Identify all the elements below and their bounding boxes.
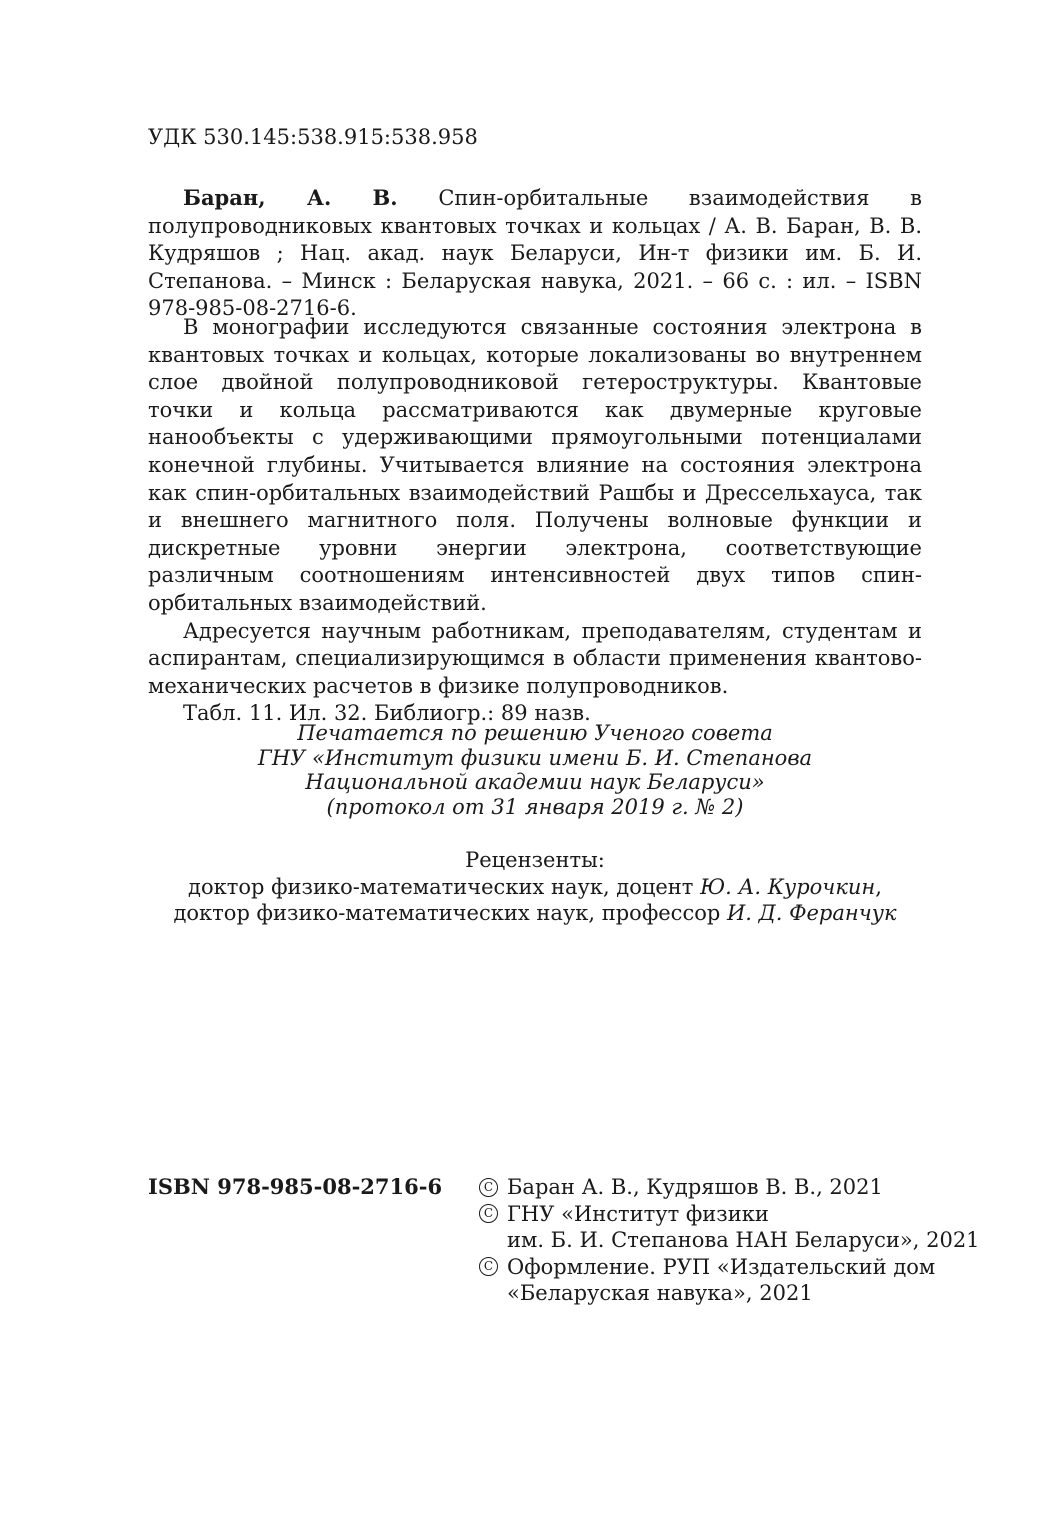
copyright-text: им. Б. И. Степанова НАН Беларуси», 2021 <box>507 1228 980 1252</box>
copyright-entry <box>479 1254 936 1307</box>
copyright-block <box>479 1174 980 1307</box>
copyright-icon: C <box>479 1201 507 1228</box>
copyright-icon: C <box>479 1174 507 1201</box>
approval-line: ГНУ «Институт физики имени Б. И. Степанова <box>257 745 813 770</box>
approval-line: Печатается по решению Ученого совета <box>297 721 773 745</box>
copyright-entry <box>479 1201 980 1254</box>
imprint-page <box>148 0 980 1530</box>
stats-paragraph: Табл. 11. Ил. 32. Библиогр.: 89 назв. <box>183 701 591 726</box>
bibliographic-record <box>148 184 922 323</box>
copyright-icon: C <box>479 1254 507 1281</box>
reviewer-punct: , <box>875 874 882 899</box>
abstract <box>148 314 922 728</box>
copyright-text: Баран А. В., Кудряшов В. В., 2021 <box>507 1175 883 1199</box>
reviewer-name: Ю. А. Курочкин <box>700 874 876 899</box>
copyright-text: Оформление. РУП «Издательский дом <box>507 1254 936 1279</box>
publication-approval <box>148 721 922 819</box>
approval-line: Национальной академии наук Беларуси» <box>305 770 765 794</box>
copyright-text: «Беларуская навука», 2021 <box>507 1281 813 1305</box>
audience-paragraph: Адресуется научным работникам, преподавателям, студентам и аспирантам, специализирующимся в области применения квантово-механических расчетов в физике полупроводников. <box>148 618 922 698</box>
udk-code: УДК 530.145:538.915:538.958 <box>148 125 478 149</box>
reviewer-degree: доктор физико-математических наук, доцент <box>188 874 701 899</box>
isbn: ISBN 978-985-08-2716-6 <box>148 1174 443 1199</box>
biblio-author: Баран, А. В. <box>183 185 398 210</box>
reviewers <box>148 847 922 927</box>
reviewer-line <box>148 900 922 927</box>
reviewer-line <box>148 874 922 901</box>
reviewer-degree: доктор физико-математических наук, профессор <box>173 901 727 925</box>
copyright-text: ГНУ «Институт физики <box>507 1201 769 1226</box>
reviewer-name: И. Д. Феранчук <box>726 901 897 925</box>
copyright-entry <box>479 1174 929 1201</box>
reviewers-title: Рецензенты: <box>465 848 605 872</box>
biblio-text: Спин-орбитальные взаимодействия в полупроводниковых квантовых точках и кольцах / А. В. Баран, В. В. Кудряшов ; Нац. акад. наук Беларуси, Ин-т физики им. Б. И. Степанова. – Минск : Беларуская навука, 2021. – 66 с. : ил. – ISBN 978-985-08-2716-6. <box>148 186 922 320</box>
abstract-paragraph: В монографии исследуются связанные состояния электрона в квантовых точках и кольцах, которые локализованы во внутреннем слое двойной полупроводниковой гетероструктуры. Квантовые точки и кольца рассматриваются как двумерные круговые нанообъекты с удерживающими прямоугольными потенциалами конечной глубины. Учитывается влияние на состояния электрона как спин-орбитальных взаимодействий Рашбы и Дрессельхауса, так и внешнего магнитного поля. Получены волновые функции и дискретные уровни энергии электрона, соответствующие различным соотношениям интенсивностей двух типов спин-орбитальных взаимодействий. <box>148 315 922 615</box>
approval-line: (протокол от 31 января 2019 г. № 2) <box>326 794 744 819</box>
